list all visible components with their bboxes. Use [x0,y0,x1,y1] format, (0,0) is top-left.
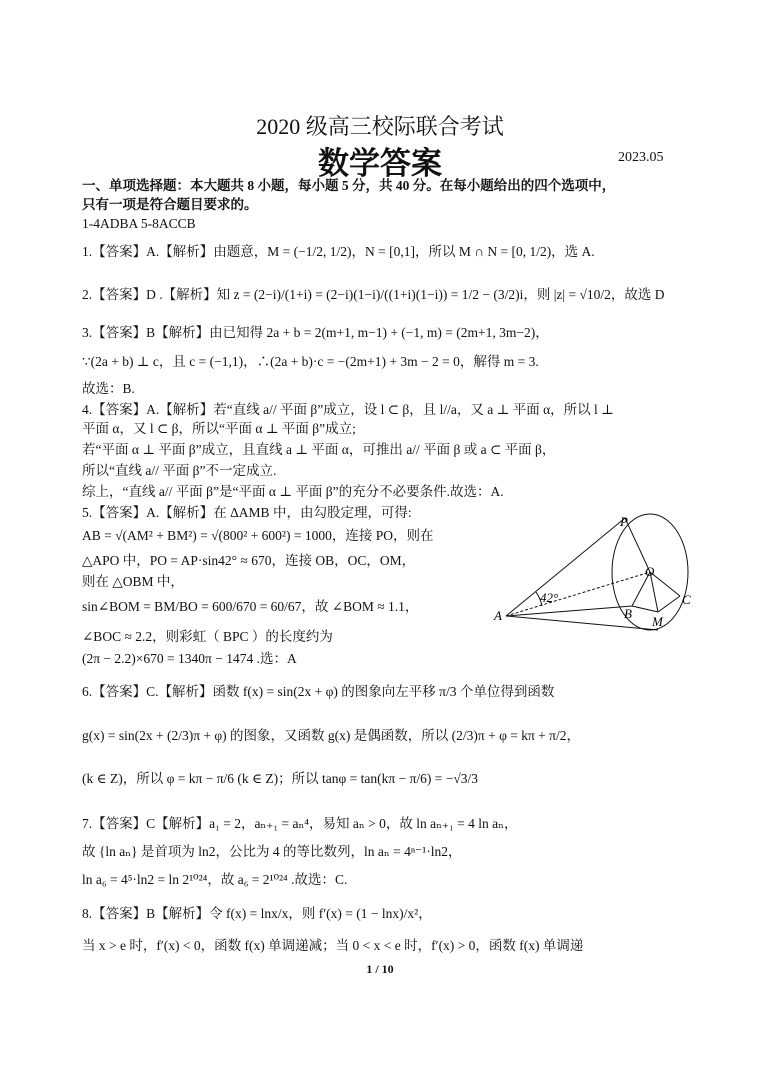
q4-line4: 所以“直线 a// 平面 β”不一定成立. [82,463,277,478]
q5-line7: (2π − 2.2)×670 = 1340π − 1474 .选：A [82,651,297,666]
page-title: 2020 级高三校际联合考试 [256,114,504,139]
q5-line1: 5.【答案】A.【解析】在 ΔAMB 中，由勾股定理，可得: [82,505,412,520]
label-A: A [494,608,502,623]
edge-AB [506,606,632,616]
answer-key: 1-4ADBA 5-8ACCB [82,216,196,231]
q5-line3: △APO 中，PO = AP·sin42° ≈ 670，连接 OB，OC，OM， [82,553,416,568]
q8-line1: 8.【答案】B【解析】令 f(x) = lnx/x，则 f′(x) = (1 − lnx)/x²， [82,906,432,921]
edge-BM [632,606,658,612]
q5-line2: AB = √(AM² + BM²) = √(800² + 600²) = 1000，连接 PO，则在 [82,528,434,543]
edge-MC [658,596,680,612]
q7-line1: 7.【答案】C【解析】a₁ = 2，aₙ₊₁ = aₙ⁴，易知 aₙ > 0，故 ln aₙ₊₁ = 4 ln aₙ， [82,816,518,831]
q3-line3: 故选：B. [82,381,135,396]
label-P: P [620,514,628,529]
q3-line1: 3.【答案】B【解析】由已知得 2a + b = 2(m+1, m−1) + (−1, m) = (2m+1, 3m−2)， [82,325,549,340]
edge-AM [506,616,658,630]
q6-line1: 6.【答案】C.【解析】函数 f(x) = sin(2x + φ) 的图象向左平移 π/3 个单位得到函数 [82,684,555,699]
q2-solution: 2.【答案】D .【解析】知 z = (2−i)/(1+i) = (2−i)(1−i)/((1+i)(1−i)) = 1/2 − (3/2)i，则 |z| = √10/2，故选 D [82,287,665,302]
q1-solution: 1.【答案】A.【解析】由题意，M = (−1/2, 1/2)，N = [0,1]，所以 M ∩ N = [0, 1/2)，选 A. [82,244,595,259]
page-subtitle: 数学答案 [318,146,442,182]
cone-figure [490,510,700,640]
section-heading-line1: 一、单项选择题：本大题共 8 小题，每小题 5 分，共 40 分。在每小题给出的四个选项中， [82,178,616,193]
label-O: O [645,564,655,579]
exam-date: 2023.05 [618,150,664,165]
q8-line2: 当 x > e 时，f′(x) < 0，函数 f(x) 单调递减；当 0 < x < e 时，f′(x) > 0，函数 f(x) 单调递 [82,938,584,953]
section-heading-line2: 只有一项是符合题目要求的。 [82,197,258,212]
label-B: B [624,606,632,621]
q4-line5: 综上，“直线 a// 平面 β”是“平面 α ⊥ 平面 β”的充分不必要条件.故选：A. [82,484,504,499]
q5-line5: sin∠BOM = BM/BO = 600/670 = 60/67，故 ∠BOM ≈ 1.1， [82,599,419,614]
q6-line2: g(x) = sin(2x + (2/3)π + φ) 的图象，又函数 g(x) 是偶函数，所以 (2/3)π + φ = kπ + π/2， [82,728,580,743]
page-number: 1 / 10 [366,962,394,976]
label-M: M [652,614,663,629]
q5-line4: 则在 △OBM 中， [82,574,184,589]
q5-line6: ∠BOC ≈ 2.2，则彩虹（ BPC ）的长度约为 [82,629,333,644]
label-angle: 42° [540,590,559,605]
q3-line2: ∵(2a + b) ⊥ c，且 c = (−1,1)，∴(2a + b)·c = −(2m+1) + 3m − 2 = 0，解得 m = 3. [82,354,539,369]
q4-line1: 4.【答案】A.【解析】若“直线 a// 平面 β”成立，设 l ⊂ β，且 l//a，又 a ⊥ 平面 α，所以 l ⊥ [82,402,614,417]
q4-line2: 平面 α，又 l ⊂ β，所以“平面 α ⊥ 平面 β”成立; [82,421,356,436]
label-C: C [682,592,691,607]
q4-line3: 若“平面 α ⊥ 平面 β”成立，且直线 a ⊥ 平面 α，可推出 a// 平面 β 或 a ⊂ 平面 β， [82,442,556,457]
q7-line3: ln a₆ = 4⁵·ln2 = ln 2¹⁰²⁴，故 a₆ = 2¹⁰²⁴ .故选：C. [82,872,348,887]
edge-AP [506,518,625,616]
q6-line3: (k ∈ Z)，所以 φ = kπ − π/6 (k ∈ Z)；所以 tanφ = tan(kπ − π/6) = −√3/3 [82,771,479,786]
q7-line2: 故 {ln aₙ} 是首项为 ln2，公比为 4 的等比数列，ln aₙ = 4ⁿ⁻¹·ln2， [82,844,462,859]
